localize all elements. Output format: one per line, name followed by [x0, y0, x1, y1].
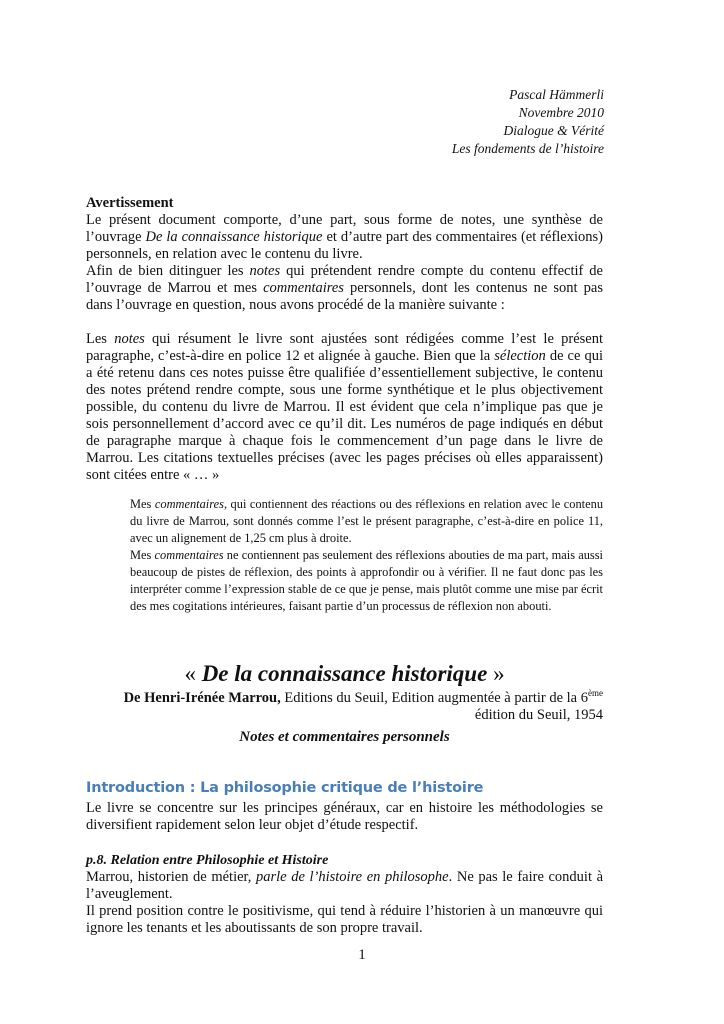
header-author: Pascal Hämmerli	[509, 87, 604, 102]
comments-paragraph-2: Mes commentaires ne contiennent pas seulement des réflexions abouties de ma part, mais aussi beaucoup de pistes de réflexion, des points à approfondir ou à vérifier. Il ne faut donc pas les interpréter comme l’expression stable de ce que je pense, mais plutôt comme une mise par écrit des mes cogitations intérieures, faisant partie d’un processus de réflexion non abouti.	[130, 548, 604, 613]
book-author-edition: De Henri-Irénée Marrou, Editions du Seuil, Edition augmentée à partir de la 6ème édition du Seuil, 1954	[123, 688, 603, 723]
p8-paragraph-2: Il prend position contre le positivisme, qui tend à réduire l’historien à un manœuvre qui ignore les tenants et les aboutissants de son propre travail.	[86, 903, 603, 936]
introduction-text: Le livre se concentre sur les principes généraux, car en histoire les méthodologies se diversifient rapidement selon leur objet d’étude respectif.	[86, 800, 603, 833]
notes-explanation-paragraph: Les notes qui résument le livre sont ajustées sont rédigées comme l’est le présent paragraphe, c’est-à-dire en police 12 et alignée à gauche. Bien que la sélection de ce qui a été retenu dans ces notes puisse être qualifiée d’essentiellement subjective, le contenu des notes prétend rendre compte, sous une forme synthétique et le plus objectivement possible, du contenu du livre de Marrou. Il est évident que cela n’implique pas que je sois personnellement d’accord avec ce qu’il dit. Les numéros de page indiqués en début de paragraphe marque à chaque fois le commencement d’un page dans le livre de Marrou. Les citations textuelles précises (avec les pages précises où elles apparaissent) sont citées entre « … »	[86, 331, 603, 483]
p8-heading: p.8. Relation entre Philosophie et Histoire	[86, 853, 329, 868]
p8-section	[86, 852, 603, 937]
avertissement-section	[86, 195, 603, 314]
book-title-inline: De la connaissance historique	[145, 229, 323, 245]
header-block	[452, 86, 604, 158]
header-course: Dialogue & Vérité	[503, 123, 604, 138]
avertissement-heading: Avertissement	[86, 195, 174, 211]
book-subtitle: Notes et commentaires personnels	[239, 729, 450, 745]
comments-paragraph-1: Mes commentaires, qui contiennent des réactions ou des réflexions en relation avec le contenu du livre de Marrou, sont donnés comme l’est le présent paragraphe, c’est-à-dire en police 11, avec un alignement de 1,25 cm plus à droite.	[130, 497, 604, 545]
avertissement-paragraph-1: Le présent document comporte, d’une part, sous forme de notes, une synthèse de l’ouvrage De la connaissance historique et d’autre part des commentaires (et réflexions) personnels, en relation avec le contenu du livre.	[86, 212, 603, 262]
avertissement-paragraph-2: Afin de bien ditinguer les notes qui prétendent rendre compte du contenu effectif de l’ouvrage de Marrou et mes commentaires personnels, dont les contenus ne sont pas dans l’ouvrage en question, nous avons procédé de la manière suivante :	[86, 263, 603, 313]
book-title: « De la connaissance historique »	[184, 661, 505, 686]
comments-explanation-block	[130, 496, 603, 615]
page-number: 1	[358, 947, 366, 963]
header-topic: Les fondements de l’histoire	[451, 141, 604, 156]
p8-paragraph-1: Marrou, historien de métier, parle de l’histoire en philosophe. Ne pas le faire conduit à l’aveuglement.	[86, 869, 603, 902]
header-date: Novembre 2010	[518, 105, 604, 120]
introduction-heading: Introduction : La philosophie critique de l’histoire	[86, 780, 484, 796]
book-title-block	[86, 660, 603, 746]
book-author: De Henri-Irénée Marrou,	[123, 690, 281, 706]
